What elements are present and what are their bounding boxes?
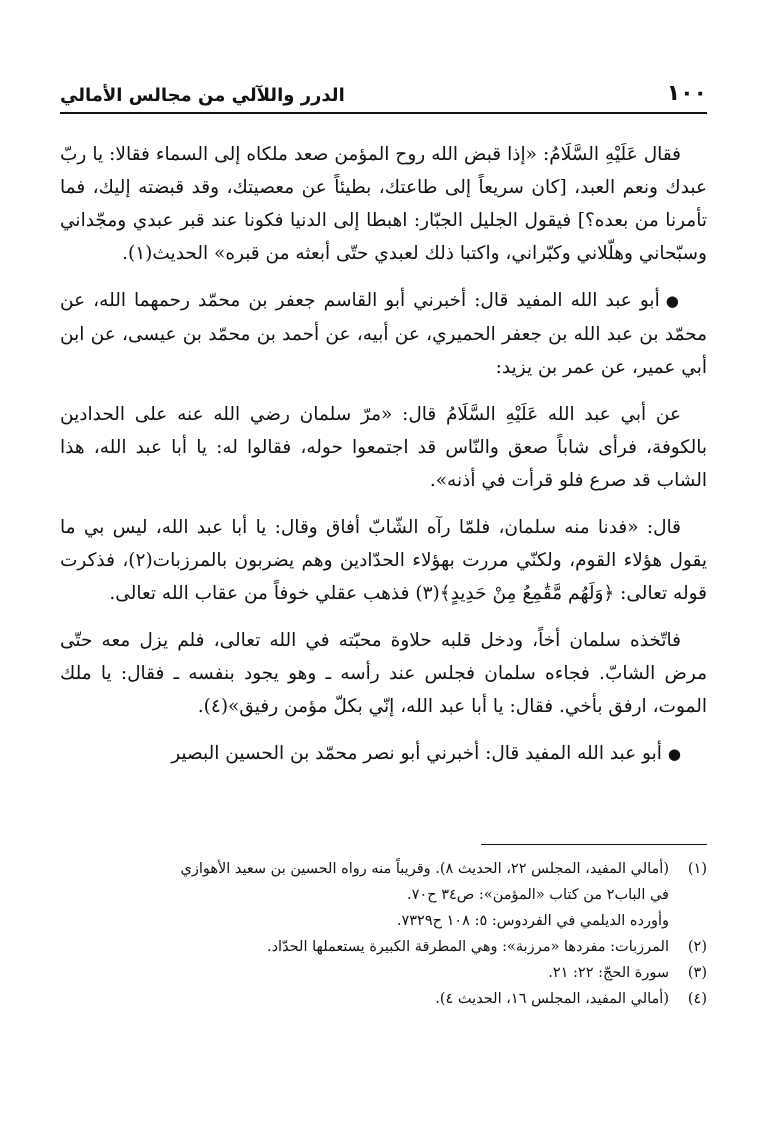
running-title: الدرر واللآلي من مجالس الأمالي <box>60 85 345 106</box>
bullet-icon: ● <box>667 745 681 763</box>
paragraph-2: ●أبو عبد الله المفيد قال: أخبرني أبو القاسم جعفر بن محمّد رحمهما الله، عن محمّد بن عبد الله بن جعفر الحميري، عن أبيه، عن أحمد بن محمّد بن عيسى، عن ابن أبي عمير، عن عمر بن يزيد: <box>60 290 707 378</box>
bullet-icon: ● <box>665 292 682 310</box>
footnote-2 <box>60 934 707 960</box>
footnote-line: (أمالي المفيد، المجلس ٢٢، الحديث ٨). وقريباً منه رواه الحسين بن سعيد الأهوازي <box>180 861 669 877</box>
footnote-number: (٣) <box>687 965 707 981</box>
page-number: ١٠٠ <box>666 81 707 106</box>
footnote-line: في الباب٢ من كتاب «المؤمن»: ص٣٤ ح٧٠. <box>407 887 669 903</box>
page-header <box>60 72 707 114</box>
footnote-number: (٤) <box>687 991 707 1007</box>
footnote-number: (٢) <box>687 939 707 955</box>
footnote-line: المرزبات: مفردها «مرزبة»: وهي المطرقة الكبيرة يستعملها الحدّاد. <box>266 939 669 955</box>
footnote-line: وأورده الديلمي في الفردوس: ٥: ١٠٨ ح٧٣٢٩. <box>396 913 669 929</box>
footnote-4 <box>60 986 707 1012</box>
main-text <box>60 138 707 785</box>
footnotes <box>60 856 707 1012</box>
footnote-separator <box>481 844 707 845</box>
footnote-3 <box>60 960 707 986</box>
paragraph-5: فاتّخذه سلمان أخاً، ودخل قلبه حلاوة محبّته في الله تعالى، فلم يزل معه حتّى مرض الشابّ. فجاءه سلمان فجلس عند رأسه ـ وهو يجود بنفسه ـ فقال: يا ملك الموت، ارفق بأخي. فقال: يا أبا عبد الله، إنّي بكلّ مؤمن رفيق»(٤). <box>60 630 707 717</box>
footnote-line: (أمالي المفيد، المجلس ١٦، الحديث ٤). <box>435 991 669 1007</box>
paragraph-1: فقال عَلَيْهِ السَّلَامُ: «إذا قبض الله روح المؤمن صعد ملكاه إلى السماء فقالا: يا ربّ عبدك ونعم العبد، [كان سريعاً إلى طاعتك، بطيئاً عن معصيتك، وقد قبضته إليك، فما تأمرنا من بعده؟] فيقول الجليل الجبّار: اهبطا إلى الدنيا فكونا عند قبر عبدي ومجّداني وسبّحاني وهلّلاني وكبّراني، واكتبا ذلك لعبدي حتّى أبعثه من قبره» الحديث(١). <box>60 144 707 264</box>
footnote-number: (١) <box>687 861 707 877</box>
footnote-1 <box>60 856 707 934</box>
paragraph-4: قال: «فدنا منه سلمان، فلمّا رآه الشّابّ أفاق وقال: يا أبا عبد الله، ليس بي ما يقول هؤلاء القوم، ولكنّي مررت بهؤلاء الحدّادين وهم يضربون بالمرزبات(٢)، فذكرت قوله تعالى: ﴿وَلَهُم مَّقَٰمِعُ مِنْ حَدِيدٍ﴾(٣) فذهب عقلي خوفاً من عقاب الله تعالى. <box>60 517 707 604</box>
paragraph-6: ●أبو عبد الله المفيد قال: أخبرني أبو نصر محمّد بن الحسين البصير <box>171 743 681 764</box>
paragraph-3: عن أبي عبد الله عَلَيْهِ السَّلَامُ قال: «مرّ سلمان رضي الله عنه على الحدادين بالكوفة، فرأى شاباً صعق والنّاس قد اجتمعوا حوله، فقالوا له: يا أبا عبد الله، هذا الشاب قد صرع فلو قرأت في أذنه». <box>60 404 707 491</box>
footnote-line: سورة الحجّ: ٢٢: ٢١. <box>548 965 669 981</box>
